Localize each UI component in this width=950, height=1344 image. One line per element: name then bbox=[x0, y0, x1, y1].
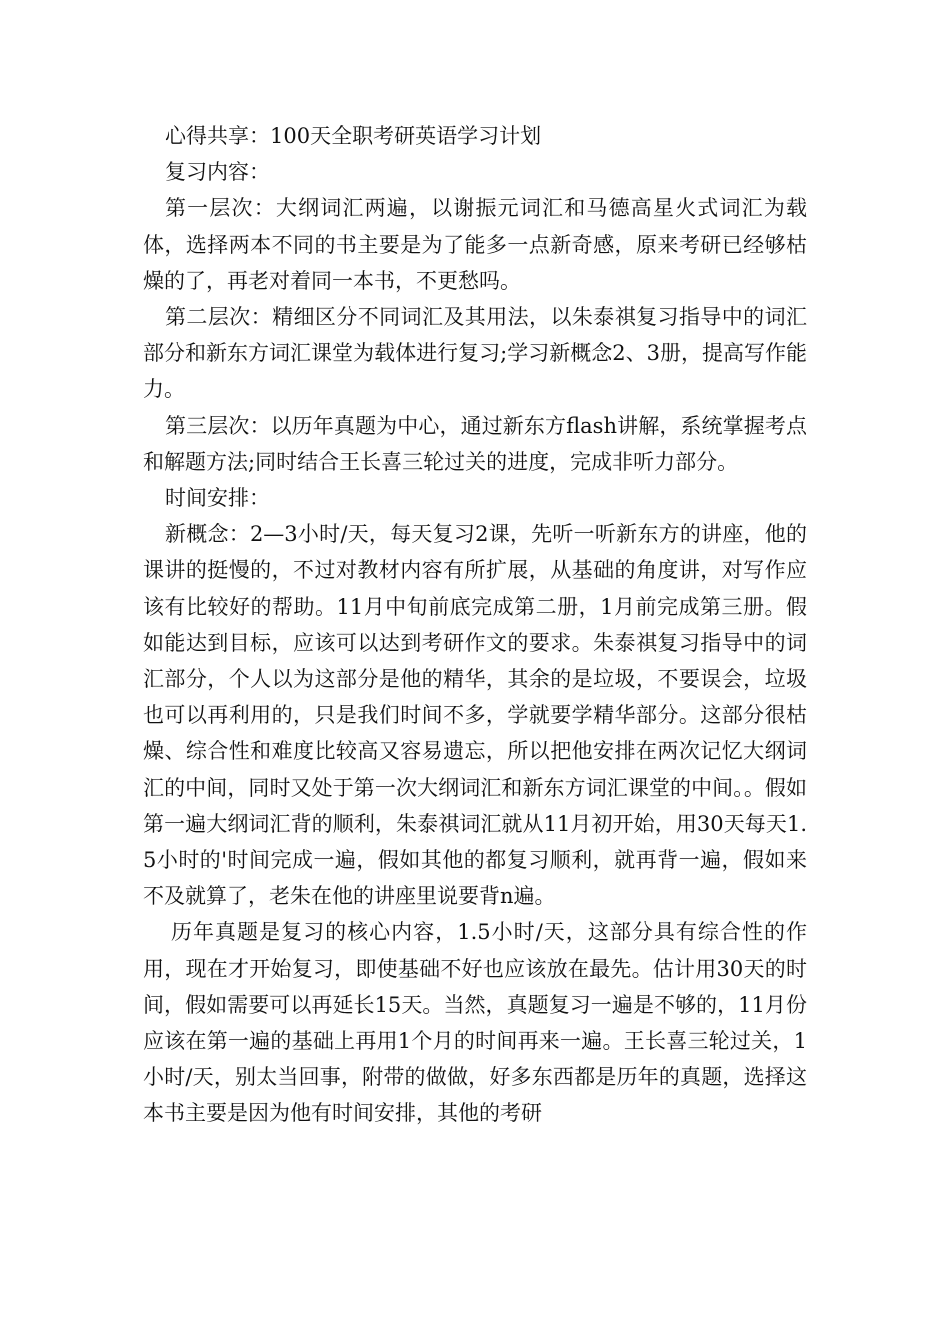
paragraph-level-two: 第二层次：精细区分不同词汇及其用法，以朱泰祺复习指导中的词汇部分和新东方词汇课堂为载体进行复习;学习新概念2、3册，提高写作能力。 bbox=[143, 305, 807, 402]
paragraph-level-one: 第一层次：大纲词汇两遍，以谢振元词汇和马德高星火式词汇为载体，选择两本不同的书主要是为了能多一点新奇感，原来考研已经够枯燥的了，再老对着同一本书，不更愁吗。 bbox=[143, 196, 807, 293]
paragraph-new-concept: 新概念：2—3小时/天，每天复习2课，先听一听新东方的讲座，他的课讲的挺慢的，不过对教材内容有所扩展，从基础的角度讲，对写作应该有比较好的帮助。11月中旬前底完成第二册，1月前完成第三册。假如能达到目标，应该可以达到考研作文的要求。朱泰祺复习指导中的词汇部分，个人以为这部分是他的精华，其余的是垃圾，不要误会，垃圾也可以再利用的，只是我们时间不多，学就要学精华部分。这部分很枯燥、综合性和难度比较高又容易遗忘，所以把他安排在两次记忆大纲词汇的中间，同时又处于第一次大纲词汇和新东方词汇课堂的中间。。假如第一遍大纲词汇背的顺利，朱泰祺词汇就从11月初开始，用30天每天1.5小时的'时间完成一遍，假如其他的都复习顺利，就再背一遍，假如来不及就算了，老朱在他的讲座里说要背n遍。 bbox=[143, 522, 807, 909]
document-body bbox=[143, 118, 807, 1132]
section-heading-schedule: 时间安排： bbox=[165, 486, 270, 511]
section-heading-review-content: 复习内容： bbox=[165, 160, 270, 185]
paragraph-past-exams: 历年真题是复习的核心内容，1.5小时/天，这部分具有综合性的作用，现在才开始复习，即使基础不好也应该放在最先。估计用30天的时间，假如需要可以再延长15天。当然，真题复习一遍是不够的，11月份应该在第一遍的基础上再用1个月的时间再来一遍。王长喜三轮过关，1小时/天，别太当回事，附带的做做，好多东西都是历年的真题，选择这本书主要是因为他有时间安排，其他的考研 bbox=[143, 920, 807, 1126]
paragraph-level-three: 第三层次：以历年真题为中心，通过新东方flash讲解，系统掌握考点和解题方法;同时结合王长喜三轮过关的进度，完成非听力部分。 bbox=[143, 413, 807, 474]
document-title: 心得共享：100天全职考研英语学习计划 bbox=[165, 124, 542, 148]
